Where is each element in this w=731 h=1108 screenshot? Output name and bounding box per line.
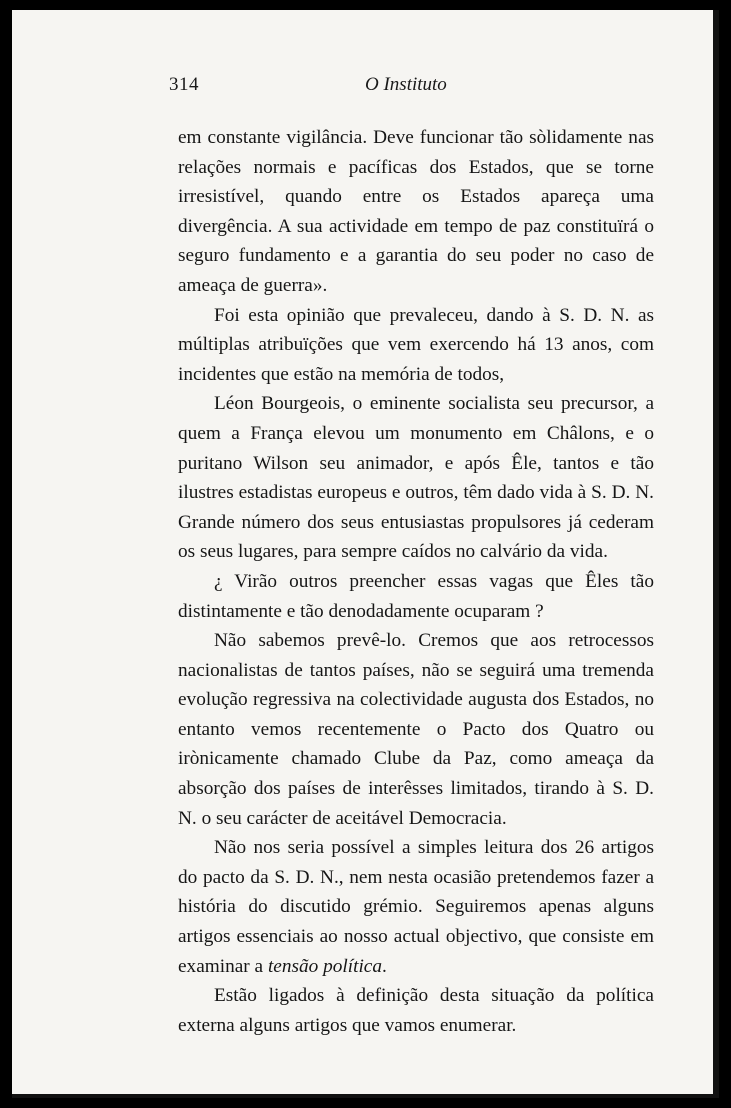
paragraph: Foi esta opinião que prevaleceu, dando à S. D. N. as múltiplas atribuïções que vem exercendo há 13 anos, com incidentes que estão na memória de todos, (178, 304, 654, 385)
book-page (12, 10, 719, 1098)
paragraph: ¿ Virão outros preencher essas vagas que Êles tão distintamente e tão denodadamente ocuparam ? (178, 570, 654, 622)
body-text (178, 123, 654, 1040)
emphasized-term: tensão política (267, 955, 383, 977)
paragraph-text: Não nos seria possível a simples leitura dos 26 artigos do pacto da S. D. N., nem nesta ocasião pretendemos fazer a história do discutido grémio. Seguiremos apenas alguns artigos essenciais ao nosso actual objectivo, que consiste em examinar a (178, 837, 654, 977)
paragraph: Não sabemos prevê-lo. Cremos que aos retrocessos nacionalistas de tantos países, não se seguirá uma tremenda evolução regressiva na colectividade augusta dos Estados, no entanto vemos recentemente o Pacto dos Quatro ou irònicamente chamado Clube da Paz, como ameaça da absorção dos países de interêsses limitados, tirando à S. D. N. o seu carácter de aceitável Democracia. (178, 630, 654, 829)
paragraph: Estão ligados à definição desta situação da política externa alguns artigos que vamos enumerar. (178, 985, 654, 1036)
paragraph: em constante vigilância. Deve funcionar tão sòlidamente nas relações normais e pacíficas dos Estados, que se torne irresistível, quando entre os Estados apareça uma divergência. A sua actividade em tempo de paz constituïrá o seguro fundamento e a garantia do seu poder no caso de ameaça de guerra». (178, 127, 654, 296)
page-number: 314 (169, 74, 199, 95)
paragraph (178, 833, 654, 981)
paragraph-text: . (382, 955, 387, 977)
paragraph: Léon Bourgeois, o eminente socialista seu precursor, a quem a França elevou um monumento em Châlons, e o puritano Wilson seu animador, e após Êle, tantos e tão ilustres estadistas europeus e outros, têm dado vida à S. D. N. Grande número dos seus entusiastas propulsores já cederam os seus lugares, para sempre caídos no calvário da vida. (178, 393, 654, 563)
page-header (169, 74, 659, 104)
running-title: O Instituto (365, 74, 447, 95)
